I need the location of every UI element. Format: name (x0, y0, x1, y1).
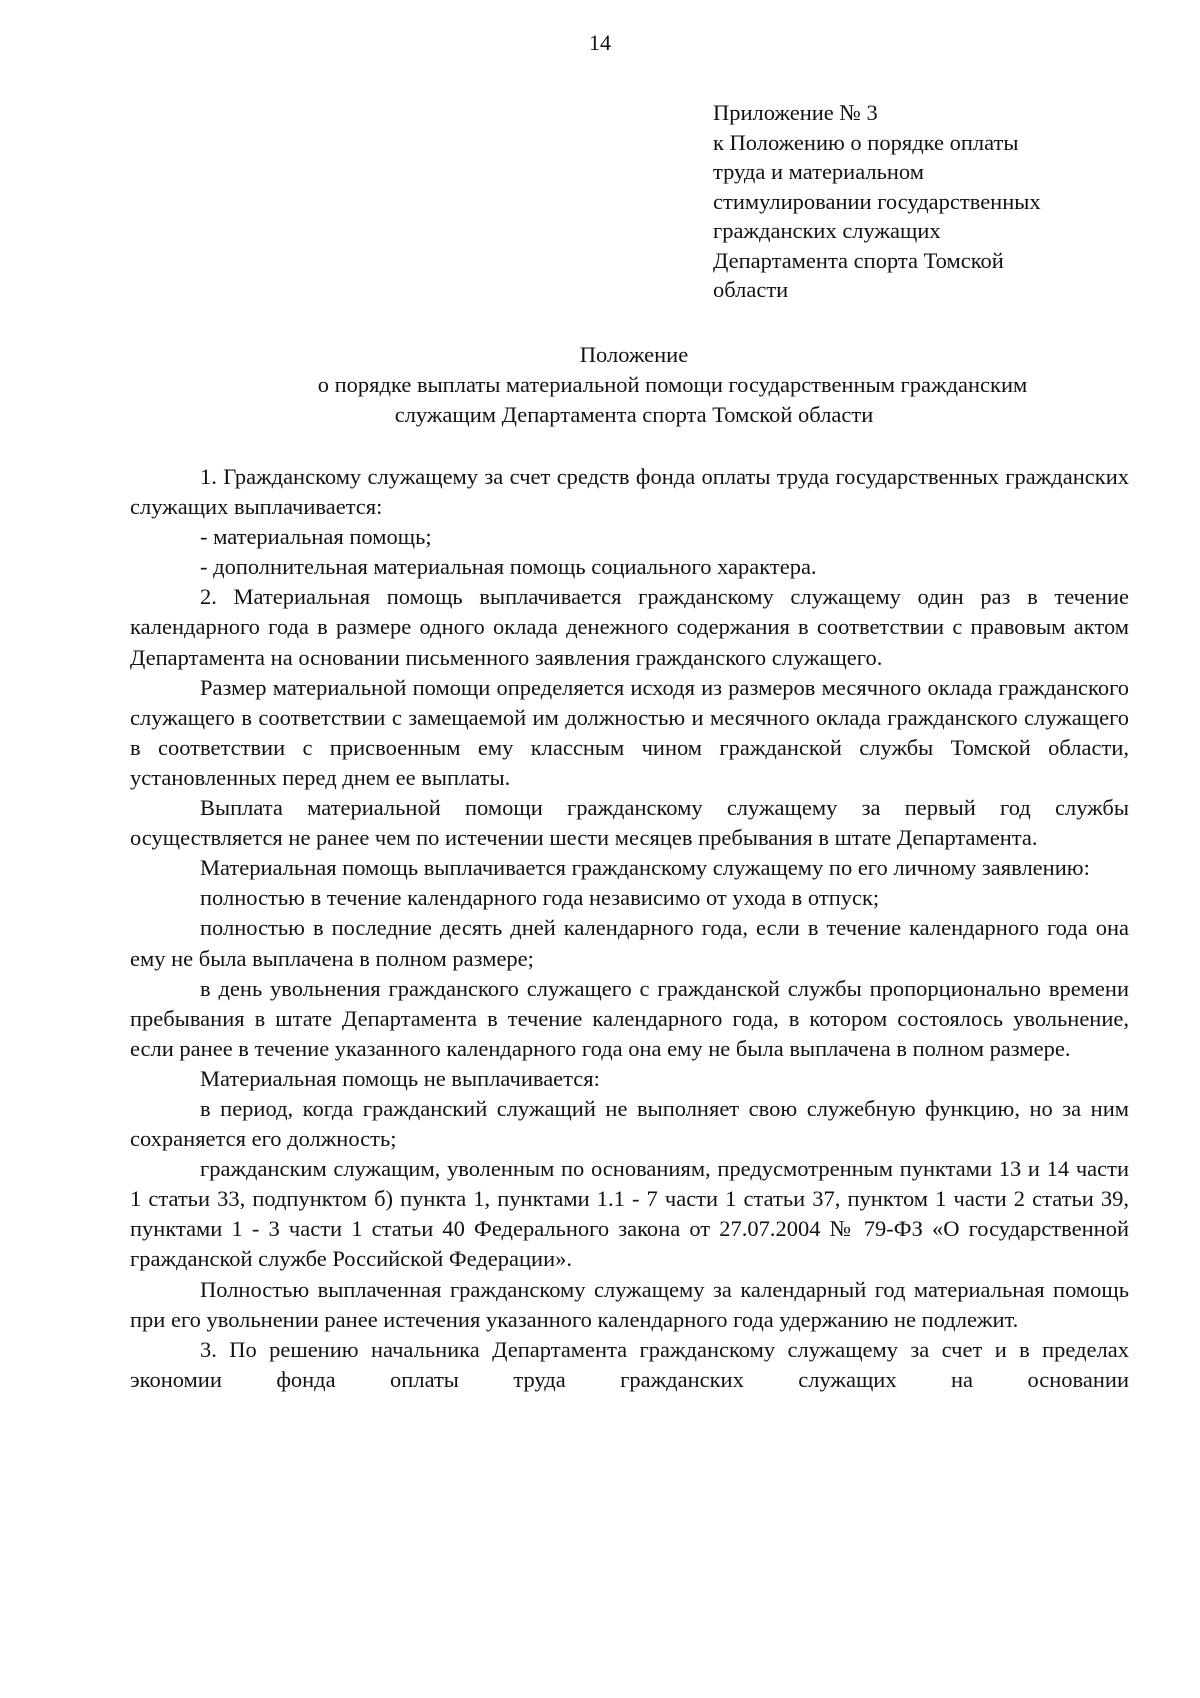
document-body (130, 462, 1129, 1395)
paragraph: Материальная помощь выплачивается гражданскому служащему по его личному заявлению: (200, 855, 1090, 881)
appendix-line: труда и материальном (713, 159, 924, 184)
title-line: служащим Департамента спорта Томской области (394, 402, 874, 427)
appendix-line: Департамента спорта Томской (713, 247, 1004, 273)
appendix-line: стимулировании государственных (713, 188, 1041, 214)
appendix-line: гражданских служащих (713, 218, 941, 243)
title-line: о порядке выплаты материальной помощи государственным гражданским (317, 372, 1028, 397)
paragraph: Полностью выплаченная гражданскому служащему за календарный год материальная помощь при его увольнении ранее истечения указанного календарного года удержанию не подлежит. (130, 1276, 1129, 1332)
appendix-line: области (713, 277, 789, 302)
paragraph: Выплата материальной помощи гражданскому служащему за первый год службы осуществляется не ранее чем по истечении шести месяцев пребывания в штате Департамента. (130, 795, 1129, 851)
paragraph: гражданским служащим, уволенным по основаниям, предусмотренным пунктами 13 и 14 части 1 статьи 33, подпунктом б) пункта 1, пунктами 1.1 - 7 части 1 статьи 37, пунктом 1 части 2 статьи 39, пунктами 1 - 3 части 1 статьи 40 Федерального закона от 27.07.2004 № 79-ФЗ «О государственной гражданской службе Российской Федерации». (130, 1156, 1129, 1272)
title-line: Положение (579, 342, 689, 367)
paragraph: в период, когда гражданский служащий не выполняет свою служебную функцию, но за ним сохраняется его должность; (130, 1095, 1129, 1152)
paragraph: Материальная помощь не выплачивается: (200, 1065, 600, 1091)
appendix-line: к Положению о порядке оплаты (713, 129, 1019, 155)
paragraph: 2. Материальная помощь выплачивается гражданскому служащему один раз в течение календарного года в размере одного оклада денежного содержания в соответствии с правовым актом Департамента на основании письменного заявления гражданского служащего. (130, 584, 1129, 670)
document-title (130, 340, 1130, 430)
paragraph: 1. Гражданскому служащему за счет средств фонда оплаты труда государственных гражданских служащих выплачивается: (130, 464, 1129, 520)
page-number: 14 (589, 30, 611, 55)
paragraph: полностью в течение календарного года независимо от ухода в отпуск; (200, 885, 880, 911)
appendix-line: Приложение № 3 (713, 100, 878, 125)
paragraph: - дополнительная материальная помощь социального характера. (200, 554, 817, 580)
paragraph: 3. По решению начальника Департамента гражданскому служащему за счет и в пределах экономии фонда оплаты труда гражданских служащих на основании (130, 1336, 1129, 1392)
paragraph: в день увольнения гражданского служащего с гражданской службы пропорционально времени пребывания в штате Департамента в течение календарного года, в котором состоялось увольнение, если ранее в течение указанного календарного года она ему не была выплачена в полном размере. (130, 975, 1129, 1061)
paragraph: Размер материальной помощи определяется исходя из размеров месячного оклада гражданского служащего в соответствии с замещаемой им должностью и месячного оклада гражданского служащего в соответствии с присвоенным ему классным чином гражданской службы Томской области, установленных перед днем ее выплаты. (130, 674, 1129, 790)
appendix-header (713, 98, 1133, 305)
paragraph: полностью в последние десять дней календарного года, если в течение календарного года она ему не была выплачена в полном размере; (130, 915, 1129, 971)
paragraph: - материальная помощь; (200, 524, 432, 550)
